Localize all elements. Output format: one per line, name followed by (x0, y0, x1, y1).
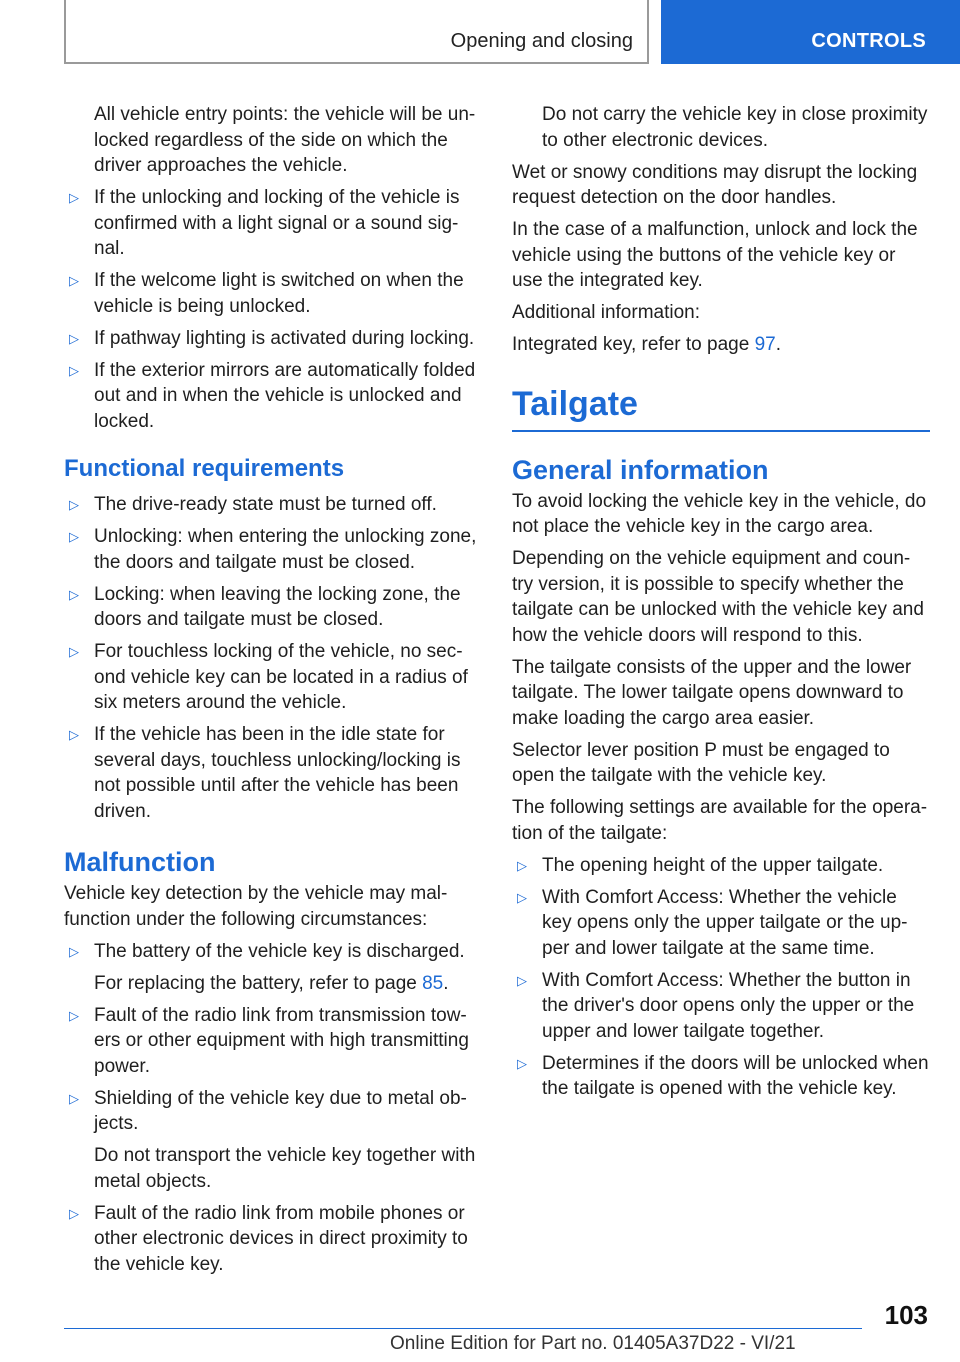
general-information-heading: General information (512, 454, 769, 485)
list-item: ▷ The opening height of the upper tailgate. (512, 853, 930, 879)
bullet-triangle-icon: ▷ (69, 497, 79, 512)
malfunction-heading: Malfunction (64, 847, 216, 877)
entry-bullets (64, 185, 482, 434)
bullet-triangle-icon: ▷ (69, 1205, 79, 1221)
header-section-title: Opening and closing (450, 30, 633, 52)
header-chapter-tab (661, 0, 960, 64)
list-item: ▷ Fault of the radio link from mobile phones or other electronic devices in direct proximity to the vehicle key. (64, 1201, 482, 1278)
list-item: ▷ With Comfort Access: Whether the vehicle key opens only the upper tailgate or the up-per and lower tailgate at the same time. (512, 885, 930, 962)
bullet-triangle-icon: ▷ (517, 972, 527, 988)
bullet-triangle-icon: ▷ (517, 857, 527, 873)
functional-bullets (64, 492, 482, 824)
functional-requirements-heading: Functional requirements (64, 455, 345, 482)
list-item: ▷ With Comfort Access: Whether the button in the driver's door opens only the upper or the upper and lower tailgate together. (512, 968, 930, 1045)
footer-edition: Online Edition for Part no. 01405A37D22 - VI/21 (390, 1333, 796, 1354)
list-item: ▷ Shielding of the vehicle key due to metal ob-jects. Do not transport the vehicle key together with metal objects. (64, 1086, 482, 1195)
paragraph: The following settings are available for the opera-tion of the tailgate: (512, 797, 928, 844)
list-item: ▷ If the welcome light is switched on when the vehicle is being unlocked. (64, 268, 482, 319)
paragraph: Selector lever position P must be engaged to open the tailgate with the vehicle key. (512, 739, 890, 786)
battery-note: For replacing the battery, refer to page 85. (94, 972, 449, 994)
list-item: ▷ If the exterior mirrors are automatically folded out and in when the vehicle is unlocked and locked. (64, 358, 482, 435)
metal-note: Do not transport the vehicle key together with metal objects. (94, 1145, 476, 1192)
list-item: ▷ Determines if the doors will be unlocked when the tailgate is opened with the vehicle key. (512, 1051, 930, 1102)
list-item: ▷ The drive-ready state must be turned off. (64, 492, 482, 518)
paragraph: Additional information: (512, 302, 700, 323)
continuation-note: Do not carry the vehicle key in close proximity to other electronic devices. (542, 104, 928, 151)
right-column (512, 102, 930, 1108)
bullet-triangle-icon: ▷ (69, 727, 79, 742)
list-item: ▷ If the unlocking and locking of the vehicle is confirmed with a light signal or a sound sig-nal. (64, 185, 482, 262)
bullet-triangle-icon: ▷ (69, 362, 79, 378)
list-item: ▷ Fault of the radio link from transmission tow-ers or other equipment with high transmitting power. (64, 1003, 482, 1080)
tailgate-heading: Tailgate (512, 384, 930, 432)
list-item: ▷ For touchless locking of the vehicle, no sec-ond vehicle key can be located in a radius of six meters around the vehicle. (64, 639, 482, 716)
paragraph: Wet or snowy conditions may disrupt the locking request detection on the door handles. (512, 161, 918, 208)
tailgate-settings-bullets (512, 853, 930, 1102)
malfunction-bullets (64, 939, 482, 1278)
bullet-triangle-icon: ▷ (517, 889, 527, 905)
bullet-triangle-icon: ▷ (69, 529, 79, 544)
left-column (64, 102, 482, 1284)
list-item: ▷ The battery of the vehicle key is discharged. For replacing the battery, refer to page 85. (64, 939, 482, 997)
list-item: ▷ If pathway lighting is activated during locking. (64, 326, 482, 352)
bullet-triangle-icon: ▷ (69, 190, 79, 205)
bullet-triangle-icon: ▷ (69, 1007, 79, 1023)
footer-divider (64, 1328, 862, 1329)
bullet-triangle-icon: ▷ (69, 1090, 79, 1106)
page-number: 103 (884, 1300, 928, 1330)
page-link-85[interactable]: 85 (422, 972, 444, 994)
paragraph: Depending on the vehicle equipment and coun-try version, it is possible to specify whether the tailgate can be unlocked with the vehicle key and how the vehicle doors will respond to this. (512, 548, 924, 646)
paragraph: In the case of a malfunction, unlock and lock the vehicle using the buttons of the vehicle key or use the integrated key. (512, 219, 918, 291)
malfunction-intro: Vehicle key detection by the vehicle may mal-function under the following circumstances: (64, 883, 448, 930)
list-item: ▷ Unlocking: when entering the unlocking zone, the doors and tailgate must be closed. (64, 524, 482, 575)
bullet-triangle-icon: ▷ (69, 943, 79, 959)
header-chapter-title: CONTROLS (811, 30, 926, 52)
list-item: ▷ If the vehicle has been in the idle state for several days, touchless unlocking/locking is not possible until after the vehicle has been driven. (64, 722, 482, 824)
header-section-box (64, 0, 649, 64)
bullet-triangle-icon: ▷ (69, 330, 79, 346)
paragraph: Integrated key, refer to page 97. (512, 334, 781, 355)
bullet-triangle-icon: ▷ (517, 1055, 527, 1071)
page-link-97[interactable]: 97 (754, 334, 776, 355)
paragraph: The tailgate consists of the upper and the lower tailgate. The lower tailgate opens downward to make loading the cargo area easier. (512, 656, 912, 729)
intro-continuation: All vehicle entry points: the vehicle will be un-locked regardless of the side on which the driver approaches the vehicle. (94, 104, 476, 176)
paragraph: To avoid locking the vehicle key in the vehicle, do not place the vehicle key in the cargo area. (512, 490, 927, 537)
list-item: ▷ Locking: when leaving the locking zone, the doors and tailgate must be closed. (64, 582, 482, 633)
bullet-triangle-icon: ▷ (69, 586, 79, 602)
bullet-triangle-icon: ▷ (69, 644, 79, 659)
bullet-triangle-icon: ▷ (69, 273, 79, 288)
